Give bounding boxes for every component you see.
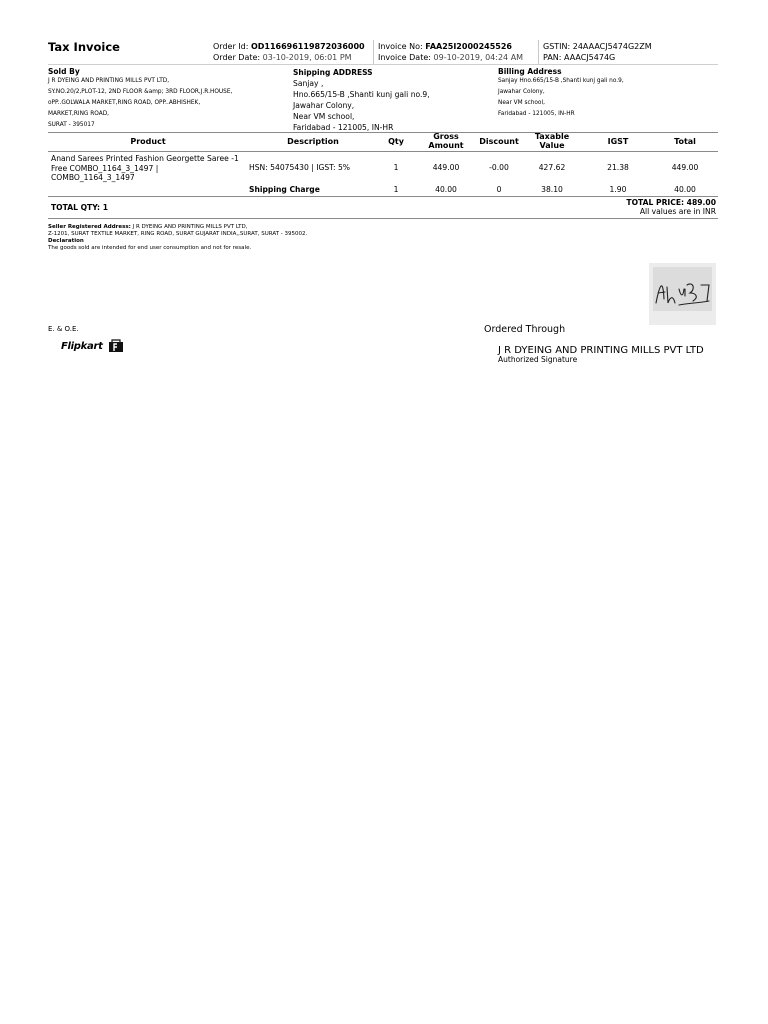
signature-scribble-icon [649, 263, 716, 325]
sold-by-line: SY.NO.20/2,PLOT-12, 2ND FLOOR &amp; 3RD FLOOR,J.R.HOUSE, [48, 89, 233, 95]
shipping-line: Faridabad - 121005, IN-HR [293, 123, 394, 132]
shipping-line: Hno.665/15-B ,Shanti kunj gali no.9, [293, 90, 430, 99]
item-gross: 449.00 [432, 163, 460, 172]
order-id: OD116696119872036000 [250, 42, 365, 51]
pan: PAN: AAACJ5474G [543, 53, 616, 62]
shipping-total: 40.00 [674, 185, 696, 194]
col-taxable-line2: Value [539, 141, 565, 150]
total-qty: TOTAL QTY: 1 [51, 203, 109, 212]
item-discount: -0.00 [489, 163, 509, 172]
col-total: Total [674, 137, 696, 146]
flipkart-logo [61, 339, 124, 353]
col-qty: Qty [388, 137, 404, 146]
col-taxable-line1: Taxable [534, 132, 570, 141]
product-line: Anand Sarees Printed Fashion Georgette Saree -1 [51, 154, 239, 163]
company-name: J R DYEING AND PRINTING MILLS PVT LTD [498, 345, 704, 356]
billing-line: Jawahar Colony, [498, 89, 545, 95]
billing-line: Sanjay Hno.665/15-B ,Shanti kunj gali no.9, [498, 78, 624, 84]
order-date-line [213, 52, 352, 63]
table-top-rule [48, 132, 718, 133]
signature-image [649, 263, 716, 325]
authorized-signature: Authorized Signature [498, 355, 578, 364]
header-rule [48, 64, 718, 65]
flipkart-logo-text: Flipkart [61, 340, 103, 352]
billing-line: Faridabad - 121005, IN-HR [498, 111, 575, 117]
col-gross-line1: Gross [433, 132, 459, 141]
shipping-qty: 1 [393, 185, 399, 194]
shipping-igst: 1.90 [609, 185, 627, 194]
billing-heading: Billing Address [498, 67, 562, 76]
header-divider [538, 40, 539, 64]
item-igst: 21.38 [607, 163, 629, 172]
shipping-line: Jawahar Colony, [293, 101, 355, 110]
sold-by-line: SURAT - 395017 [48, 122, 95, 128]
sold-by-line: oPP..GOLWALA MARKET,RING ROAD, OPP..ABHISHEK, [48, 100, 201, 106]
item-total: 449.00 [671, 163, 699, 172]
declaration-text: The goods sold are intended for end user consumption and not for resale. [48, 245, 252, 251]
item-taxable: 427.62 [538, 163, 566, 172]
invoice-title: Tax Invoice [48, 40, 120, 54]
shipping-line: Sanjay , [293, 79, 324, 88]
item-description: HSN: 54075430 | IGST: 5% [249, 163, 350, 172]
shipping-taxable: 38.10 [541, 185, 563, 194]
col-gross-line2: Amount [428, 141, 464, 150]
registered-address [48, 224, 247, 231]
gstin: GSTIN: 24AAACJ5474G2ZM [543, 42, 652, 51]
order-date: 03-10-2019, 06:01 PM [262, 53, 352, 62]
shipping-gross: 40.00 [435, 185, 457, 194]
col-taxable [524, 132, 580, 150]
col-product: Product [130, 137, 166, 146]
shipping-discount: 0 [496, 185, 502, 194]
shipping-charge-label: Shipping Charge [249, 185, 320, 194]
total-price: TOTAL PRICE: 489.00 [626, 198, 716, 207]
item-qty: 1 [393, 163, 399, 172]
table-header-rule [48, 151, 718, 152]
billing-line: Near VM school, [498, 100, 545, 106]
invoice-date: 09-10-2019, 04:24 AM [433, 53, 524, 62]
col-igst: IGST [607, 137, 629, 146]
header-divider [373, 40, 374, 64]
order-id-label: Order Id: [213, 42, 249, 51]
product-line: COMBO_1164_3_1497 [51, 173, 135, 182]
inr-note: All values are in INR [639, 207, 716, 216]
product-line: Free COMBO_1164_3_1497 | [51, 163, 159, 173]
table-bottom-rule [48, 218, 718, 219]
sold-by-line: MARKET,RING ROAD, [48, 111, 110, 117]
invoice-no: FAA25I2000245526 [425, 42, 512, 51]
registered-line1: J R DYEING AND PRINTING MILLS PVT LTD, [130, 224, 248, 230]
invoice-no-line [378, 41, 512, 52]
invoice-date-line [378, 52, 523, 63]
order-id-line [213, 41, 365, 52]
registered-label: Seller Registered Address: [48, 224, 131, 230]
col-gross [420, 132, 472, 150]
table-body-rule [48, 196, 718, 197]
eoe-note: E. & O.E. [48, 325, 79, 333]
sold-by-heading: Sold By [48, 67, 80, 76]
flipkart-bag-icon [108, 339, 124, 353]
invoice-no-label: Invoice No: [378, 42, 423, 51]
sold-by-line: J R DYEING AND PRINTING MILLS PVT LTD, [48, 78, 170, 84]
col-discount: Discount [479, 137, 519, 146]
declaration-heading: Declaration [48, 238, 84, 244]
registered-line2: Z-1201, SURAT TEXTILE MARKET, RING ROAD, SURAT GUJARAT INDIA,,SURAT, SURAT - 395002. [48, 231, 308, 237]
shipping-heading: Shipping ADDRESS [293, 68, 373, 77]
col-description: Description [287, 137, 339, 146]
shipping-line: Near VM school, [293, 112, 355, 121]
ordered-through: Ordered Through [484, 324, 566, 335]
table-row-product [51, 154, 239, 183]
invoice-date-label: Invoice Date: [378, 53, 431, 62]
order-date-label: Order Date: [213, 53, 261, 62]
